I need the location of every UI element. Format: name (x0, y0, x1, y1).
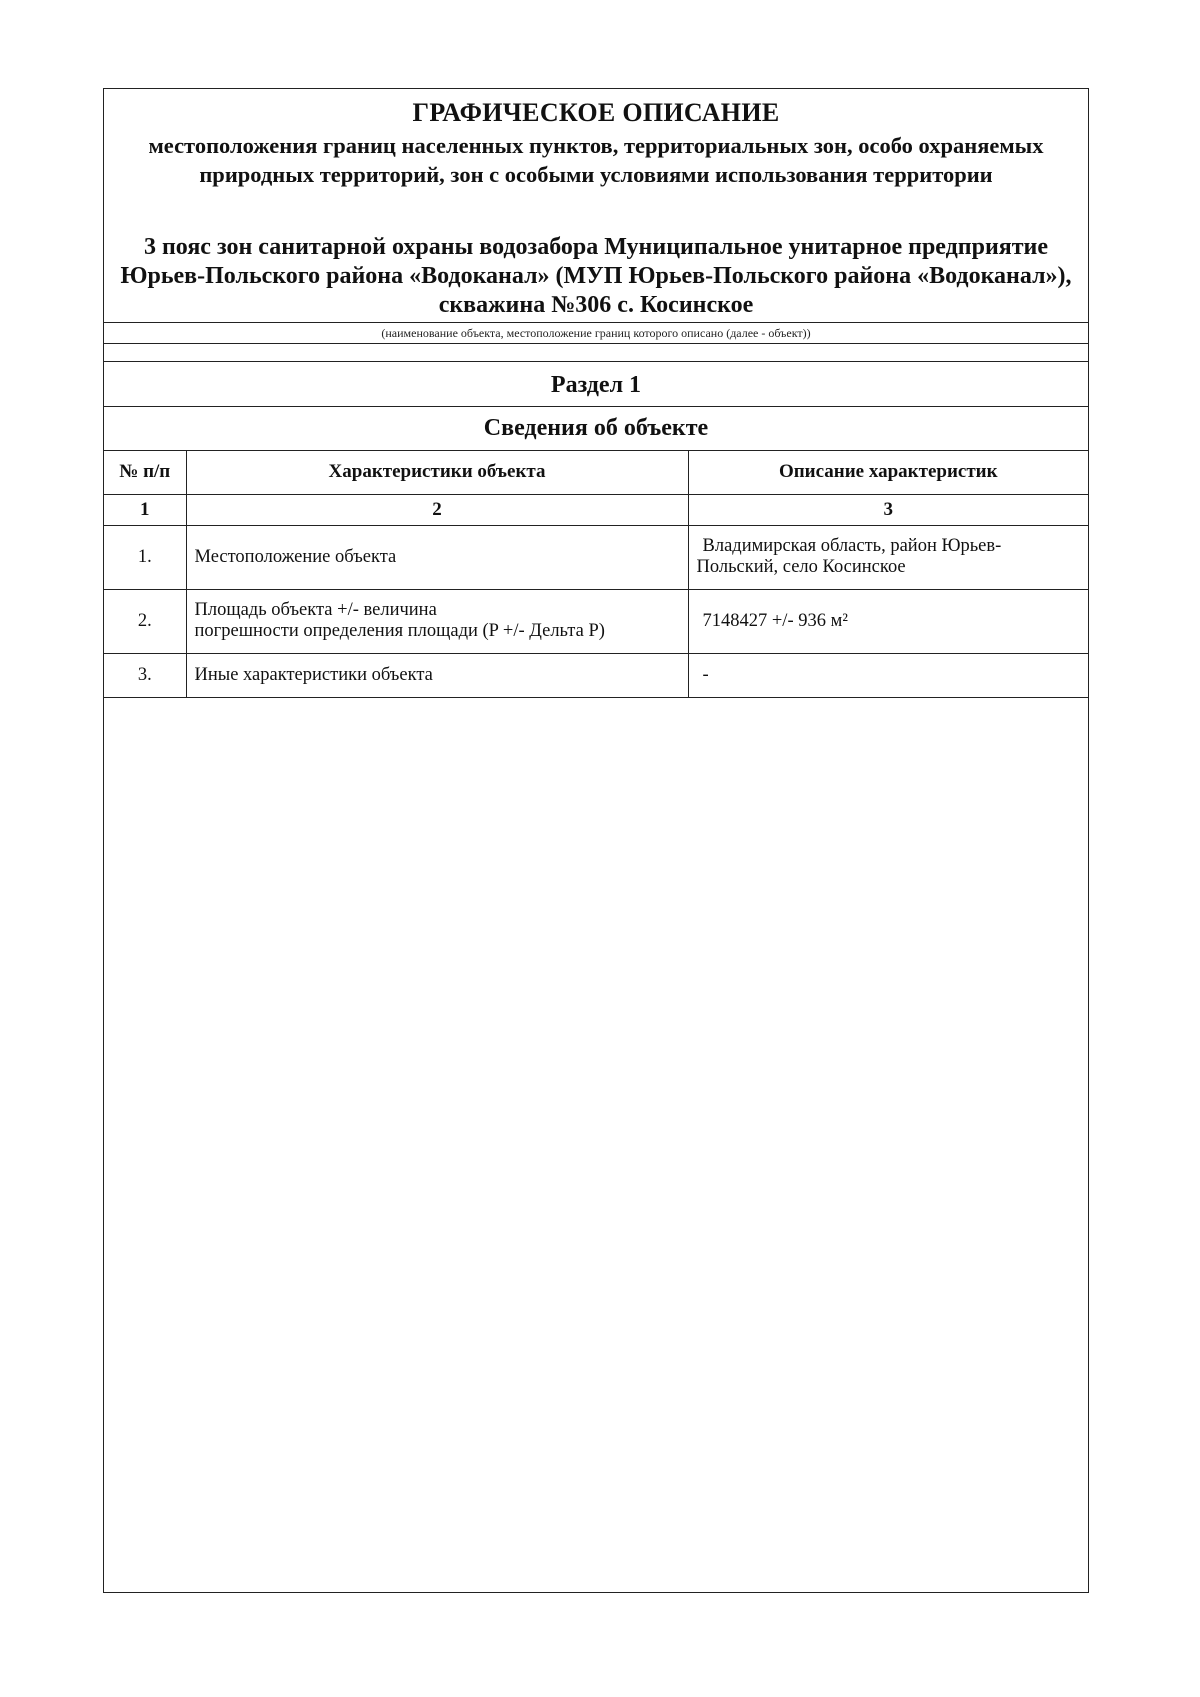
table-row (104, 653, 1088, 697)
divider (104, 343, 1088, 344)
section-subtitle: Сведения об объекте (483, 415, 709, 441)
row-description (688, 525, 1088, 589)
row-characteristic: Иные характеристики объекта (186, 653, 688, 697)
row-number: 1. (104, 525, 186, 589)
row-characteristic (186, 589, 688, 653)
object-info-table (104, 450, 1088, 698)
column-header-description: Описание характеристик (688, 450, 1088, 494)
row-description: 7148427 +/- 936 м² (688, 589, 1088, 653)
table-row (104, 589, 1088, 653)
document-subtitle: местоположения границ населенных пунктов, территориальных зон, особо охраняемых природных территорий, зон с особыми условиями использования территории (148, 133, 1044, 187)
table-index-row (104, 494, 1088, 525)
column-index: 2 (186, 494, 688, 525)
row-characteristic: Местоположение объекта (186, 525, 688, 589)
table-row (104, 525, 1088, 589)
characteristic-line: погрешности определения площади (P +/- Дельта P) (194, 621, 605, 641)
column-index: 3 (688, 494, 1088, 525)
characteristic-line: Площадь объекта +/- величина (194, 600, 437, 620)
divider (104, 406, 1088, 407)
description-line: Польский, село Косинское (696, 557, 906, 577)
column-index: 1 (104, 494, 186, 525)
description-line: Владимирская область, район Юрьев- (702, 536, 1002, 556)
document-frame (103, 88, 1089, 1593)
row-number: 2. (104, 589, 186, 653)
object-name-caption: (наименование объекта, местоположение границ которого описано (далее - объект)) (381, 326, 811, 340)
column-header-characteristic: Характеристики объекта (186, 450, 688, 494)
column-header-number: № п/п (104, 450, 186, 494)
row-description: - (688, 653, 1088, 697)
section-title: Раздел 1 (550, 372, 642, 398)
table-header-row (104, 450, 1088, 494)
document-title: ГРАФИЧЕСКОЕ ОПИСАНИЕ (412, 98, 780, 127)
object-name: 3 пояс зон санитарной охраны водозабора Муниципальное унитарное предприятие Юрьев-Польского района «Водоканал» (МУП Юрьев-Польского района «Водоканал»), скважина №306 с. Косинское (120, 234, 1072, 318)
divider (104, 361, 1088, 362)
divider (104, 322, 1088, 323)
row-number: 3. (104, 653, 186, 697)
